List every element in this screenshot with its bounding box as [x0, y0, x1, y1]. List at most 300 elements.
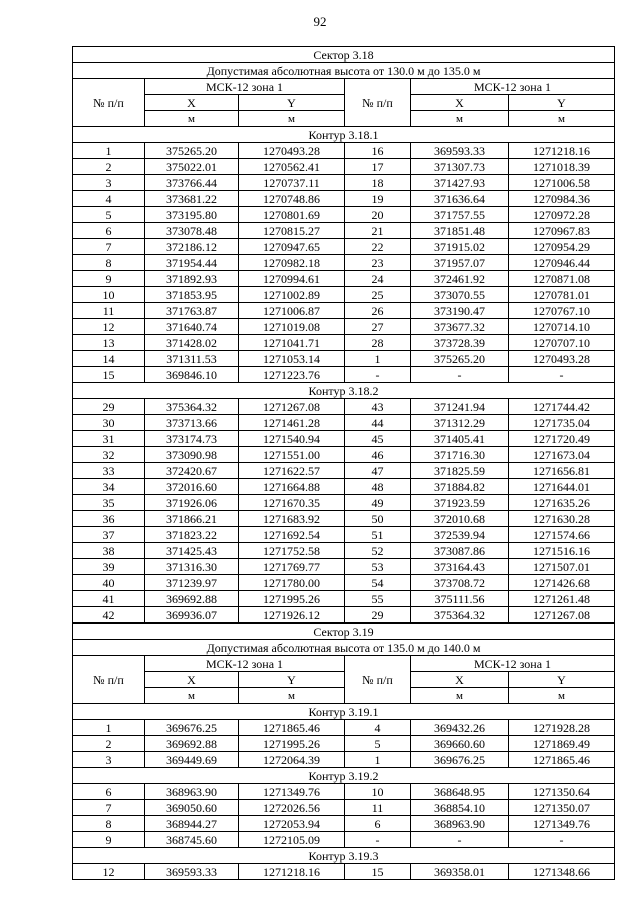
x-value: 371763.87 — [145, 303, 239, 319]
page-number: 92 — [313, 14, 327, 29]
x-value: 368963.90 — [145, 784, 239, 800]
sector-3-18-table — [72, 46, 615, 623]
height-range-row — [73, 63, 615, 79]
y-value: 1271865.46 — [239, 720, 345, 736]
crs-label: МСК-12 зона 1 — [411, 656, 615, 672]
y-value: 1270737.11 — [239, 175, 345, 191]
y-value: 1271683.92 — [239, 511, 345, 527]
table-row — [73, 287, 615, 303]
point-number: 6 — [345, 816, 411, 832]
point-number: 48 — [345, 479, 411, 495]
height-range: Допустимая абсолютная высота от 135.0 м до 140.0 м — [73, 640, 615, 656]
x-label: X — [411, 95, 509, 111]
unit-label: м — [509, 688, 615, 704]
x-value: - — [411, 367, 509, 383]
unit-label: м — [411, 111, 509, 127]
y-value: 1271348.66 — [509, 864, 615, 880]
x-value: 371425.43 — [145, 543, 239, 559]
point-number: 19 — [345, 191, 411, 207]
point-number: 43 — [345, 399, 411, 415]
point-number: 1 — [345, 351, 411, 367]
y-value: 1271426.68 — [509, 575, 615, 591]
unit-label: м — [145, 111, 239, 127]
x-value: 373090.98 — [145, 447, 239, 463]
x-value: 375265.20 — [145, 143, 239, 159]
x-value: 375265.20 — [411, 351, 509, 367]
x-value: 371757.55 — [411, 207, 509, 223]
y-value: 1270801.69 — [239, 207, 345, 223]
x-value: 372420.67 — [145, 463, 239, 479]
unit-row — [73, 111, 615, 127]
point-number: 30 — [73, 415, 145, 431]
x-value: 369050.60 — [145, 800, 239, 816]
x-value: 371954.44 — [145, 255, 239, 271]
y-value: 1271995.26 — [239, 591, 345, 607]
y-value: 1271692.54 — [239, 527, 345, 543]
x-value: 369432.26 — [411, 720, 509, 736]
contour-title: Контур 3.19.2 — [73, 768, 615, 784]
point-number: 33 — [73, 463, 145, 479]
point-number: 2 — [73, 736, 145, 752]
contour-title: Контур 3.19.3 — [73, 848, 615, 864]
contour-title: Контур 3.18.1 — [73, 127, 615, 143]
table-row — [73, 191, 615, 207]
y-value: 1271018.39 — [509, 159, 615, 175]
x-value: 373087.86 — [411, 543, 509, 559]
height-range: Допустимая абсолютная высота от 130.0 м до 135.0 м — [73, 63, 615, 79]
table-row — [73, 784, 615, 800]
x-label: X — [145, 672, 239, 688]
x-value: 373190.47 — [411, 303, 509, 319]
table-row — [73, 271, 615, 287]
table-row — [73, 479, 615, 495]
y-value: 1270493.28 — [239, 143, 345, 159]
y-value: 1271926.12 — [239, 607, 345, 623]
point-number: 3 — [73, 752, 145, 768]
point-number: 49 — [345, 495, 411, 511]
y-value: 1271516.16 — [509, 543, 615, 559]
point-number: 27 — [345, 319, 411, 335]
point-number: 5 — [345, 736, 411, 752]
num-header: № п/п — [345, 79, 411, 127]
y-value: 1271720.49 — [509, 431, 615, 447]
x-value: 369358.01 — [411, 864, 509, 880]
point-number: 18 — [345, 175, 411, 191]
unit-label: м — [411, 688, 509, 704]
x-value: 369449.69 — [145, 752, 239, 768]
x-value: 371241.94 — [411, 399, 509, 415]
x-value: 371312.29 — [411, 415, 509, 431]
y-value: 1271995.26 — [239, 736, 345, 752]
point-number: 5 — [73, 207, 145, 223]
y-value: 1270707.10 — [509, 335, 615, 351]
point-number: 31 — [73, 431, 145, 447]
x-value: 369660.60 — [411, 736, 509, 752]
point-number: 29 — [345, 607, 411, 623]
table-row — [73, 575, 615, 591]
table-row — [73, 832, 615, 848]
point-number: 29 — [73, 399, 145, 415]
point-number: 10 — [73, 287, 145, 303]
x-value: 371823.22 — [145, 527, 239, 543]
point-number: - — [345, 832, 411, 848]
table-row — [73, 223, 615, 239]
x-value: 368854.10 — [411, 800, 509, 816]
x-value: 373766.44 — [145, 175, 239, 191]
y-value: 1271006.58 — [509, 175, 615, 191]
y-value: 1271769.77 — [239, 559, 345, 575]
table-row — [73, 175, 615, 191]
table-row — [73, 399, 615, 415]
table-row — [73, 143, 615, 159]
x-value: 369846.10 — [145, 367, 239, 383]
x-value: 373164.43 — [411, 559, 509, 575]
y-value: 1271635.26 — [509, 495, 615, 511]
point-number: 7 — [73, 239, 145, 255]
table-row — [73, 255, 615, 271]
crs-label: МСК-12 зона 1 — [145, 79, 345, 95]
axis-header-row — [73, 95, 615, 111]
x-value: 373070.55 — [411, 287, 509, 303]
crs-label: МСК-12 зона 1 — [411, 79, 615, 95]
y-value: 1271780.00 — [239, 575, 345, 591]
point-number: 10 — [345, 784, 411, 800]
point-number: 52 — [345, 543, 411, 559]
point-number: 32 — [73, 447, 145, 463]
y-value: 1270994.61 — [239, 271, 345, 287]
table-row — [73, 319, 615, 335]
point-number: 38 — [73, 543, 145, 559]
y-value: 1271350.07 — [509, 800, 615, 816]
sector-title: Сектор 3.18 — [73, 47, 615, 63]
point-number: 54 — [345, 575, 411, 591]
y-value: 1271267.08 — [239, 399, 345, 415]
y-value: 1271267.08 — [509, 607, 615, 623]
table-row — [73, 511, 615, 527]
y-value: 1270781.01 — [509, 287, 615, 303]
table-row — [73, 607, 615, 623]
table-row — [73, 752, 615, 768]
point-number: 46 — [345, 447, 411, 463]
point-number: 36 — [73, 511, 145, 527]
point-number: 51 — [345, 527, 411, 543]
x-value: 372016.60 — [145, 479, 239, 495]
point-number: 11 — [73, 303, 145, 319]
x-value: 371892.93 — [145, 271, 239, 287]
x-value: 371884.82 — [411, 479, 509, 495]
y-value: 1271218.16 — [239, 864, 345, 880]
table-row — [73, 207, 615, 223]
y-label: Y — [509, 672, 615, 688]
y-value: 1271350.64 — [509, 784, 615, 800]
x-value: 371957.07 — [411, 255, 509, 271]
x-value: 375111.56 — [411, 591, 509, 607]
x-value: 371923.59 — [411, 495, 509, 511]
point-number: 1 — [73, 720, 145, 736]
sector-3-19-table — [72, 623, 615, 880]
y-value: 1271223.76 — [239, 367, 345, 383]
y-value: 1271349.76 — [239, 784, 345, 800]
point-number: 9 — [73, 271, 145, 287]
y-value: 1272105.09 — [239, 832, 345, 848]
y-value: 1270767.10 — [509, 303, 615, 319]
num-header: № п/п — [73, 79, 145, 127]
point-number: 16 — [345, 143, 411, 159]
y-value: 1271865.46 — [509, 752, 615, 768]
unit-label: м — [145, 688, 239, 704]
y-value: 1271461.28 — [239, 415, 345, 431]
sector-title: Сектор 3.19 — [73, 624, 615, 640]
y-value: 1271670.35 — [239, 495, 345, 511]
x-value: - — [411, 832, 509, 848]
point-number: 35 — [73, 495, 145, 511]
y-value: 1271540.94 — [239, 431, 345, 447]
x-value: 371640.74 — [145, 319, 239, 335]
sector-title-row — [73, 47, 615, 63]
point-number: - — [345, 367, 411, 383]
y-value: 1271644.01 — [509, 479, 615, 495]
point-number: 42 — [73, 607, 145, 623]
point-number: 2 — [73, 159, 145, 175]
point-number: 44 — [345, 415, 411, 431]
y-label: Y — [239, 95, 345, 111]
x-value: 373174.73 — [145, 431, 239, 447]
point-number: 12 — [73, 864, 145, 880]
x-label: X — [411, 672, 509, 688]
point-number: 50 — [345, 511, 411, 527]
contour-title-row — [73, 768, 615, 784]
table-row — [73, 559, 615, 575]
x-value: 373728.39 — [411, 335, 509, 351]
point-number: 12 — [73, 319, 145, 335]
x-value: 375022.01 — [145, 159, 239, 175]
point-number: 14 — [73, 351, 145, 367]
table-row — [73, 431, 615, 447]
point-number: 20 — [345, 207, 411, 223]
x-value: 371428.02 — [145, 335, 239, 351]
point-number: 17 — [345, 159, 411, 175]
y-value: 1270562.41 — [239, 159, 345, 175]
point-number: 6 — [73, 223, 145, 239]
point-number: 7 — [73, 800, 145, 816]
point-number: 24 — [345, 271, 411, 287]
unit-row — [73, 688, 615, 704]
contour-title-row — [73, 127, 615, 143]
y-value: 1271041.71 — [239, 335, 345, 351]
x-value: 372539.94 — [411, 527, 509, 543]
x-value: 371316.30 — [145, 559, 239, 575]
y-value: 1270982.18 — [239, 255, 345, 271]
table-row — [73, 447, 615, 463]
x-value: 373195.80 — [145, 207, 239, 223]
y-value: 1270714.10 — [509, 319, 615, 335]
x-value: 371915.02 — [411, 239, 509, 255]
x-value: 369676.25 — [145, 720, 239, 736]
table-row — [73, 864, 615, 880]
point-number: 55 — [345, 591, 411, 607]
y-value: 1271869.49 — [509, 736, 615, 752]
point-number: 26 — [345, 303, 411, 319]
y-value: 1270871.08 — [509, 271, 615, 287]
point-number: 22 — [345, 239, 411, 255]
point-number: 8 — [73, 816, 145, 832]
x-value: 371311.53 — [145, 351, 239, 367]
table-row — [73, 543, 615, 559]
x-value: 371853.95 — [145, 287, 239, 303]
point-number: 25 — [345, 287, 411, 303]
x-value: 369593.33 — [145, 864, 239, 880]
y-value: 1271630.28 — [509, 511, 615, 527]
y-value: 1271673.04 — [509, 447, 615, 463]
x-value: 369936.07 — [145, 607, 239, 623]
y-value: 1272026.56 — [239, 800, 345, 816]
y-value: 1271752.58 — [239, 543, 345, 559]
x-value: 371239.97 — [145, 575, 239, 591]
table-row — [73, 303, 615, 319]
point-number: 28 — [345, 335, 411, 351]
x-value: 371636.64 — [411, 191, 509, 207]
point-number: 13 — [73, 335, 145, 351]
table-row — [73, 415, 615, 431]
point-number: 47 — [345, 463, 411, 479]
table-row — [73, 367, 615, 383]
y-value: 1271744.42 — [509, 399, 615, 415]
height-range-row — [73, 640, 615, 656]
crs-label: МСК-12 зона 1 — [145, 656, 345, 672]
table-row — [73, 591, 615, 607]
table-row — [73, 463, 615, 479]
point-number: 53 — [345, 559, 411, 575]
x-value: 368944.27 — [145, 816, 239, 832]
point-number: 4 — [73, 191, 145, 207]
y-value: 1270947.65 — [239, 239, 345, 255]
sector-title-row — [73, 624, 615, 640]
table-row — [73, 720, 615, 736]
y-value: 1271664.88 — [239, 479, 345, 495]
y-label: Y — [509, 95, 615, 111]
x-value: 373681.22 — [145, 191, 239, 207]
y-value: 1271218.16 — [509, 143, 615, 159]
unit-label: м — [509, 111, 615, 127]
y-value: 1270946.44 — [509, 255, 615, 271]
y-value: 1270748.86 — [239, 191, 345, 207]
point-number: 3 — [73, 175, 145, 191]
y-value: 1271622.57 — [239, 463, 345, 479]
point-number: 40 — [73, 575, 145, 591]
y-label: Y — [239, 672, 345, 688]
x-value: 371825.59 — [411, 463, 509, 479]
table-row — [73, 239, 615, 255]
table-row — [73, 351, 615, 367]
y-value: 1271053.14 — [239, 351, 345, 367]
x-value: 372186.12 — [145, 239, 239, 255]
x-value: 368648.95 — [411, 784, 509, 800]
point-number: 23 — [345, 255, 411, 271]
point-number: 45 — [345, 431, 411, 447]
point-number: 41 — [73, 591, 145, 607]
header-row — [73, 656, 615, 672]
x-value: 372010.68 — [411, 511, 509, 527]
x-value: 373677.32 — [411, 319, 509, 335]
point-number: 34 — [73, 479, 145, 495]
x-value: 372461.92 — [411, 271, 509, 287]
x-value: 368963.90 — [411, 816, 509, 832]
point-number: 11 — [345, 800, 411, 816]
table-row — [73, 527, 615, 543]
y-value: 1270954.29 — [509, 239, 615, 255]
y-value: 1272064.39 — [239, 752, 345, 768]
x-label: X — [145, 95, 239, 111]
point-number: 15 — [345, 864, 411, 880]
point-number: 8 — [73, 255, 145, 271]
y-value: 1271507.01 — [509, 559, 615, 575]
point-number: 1 — [73, 143, 145, 159]
point-number: 15 — [73, 367, 145, 383]
y-value: 1271735.04 — [509, 415, 615, 431]
contour-title: Контур 3.19.1 — [73, 704, 615, 720]
x-value: 371866.21 — [145, 511, 239, 527]
y-value: 1272053.94 — [239, 816, 345, 832]
x-value: 369692.88 — [145, 736, 239, 752]
point-number: 39 — [73, 559, 145, 575]
x-value: 369676.25 — [411, 752, 509, 768]
point-number: 6 — [73, 784, 145, 800]
y-value: - — [509, 832, 615, 848]
contour-title-row — [73, 848, 615, 864]
num-header: № п/п — [73, 656, 145, 704]
point-number: 4 — [345, 720, 411, 736]
x-value: 368745.60 — [145, 832, 239, 848]
y-value: 1271006.87 — [239, 303, 345, 319]
x-value: 371405.41 — [411, 431, 509, 447]
y-value: 1270972.28 — [509, 207, 615, 223]
x-value: 375364.32 — [411, 607, 509, 623]
x-value: 371307.73 — [411, 159, 509, 175]
x-value: 371926.06 — [145, 495, 239, 511]
y-value: 1271656.81 — [509, 463, 615, 479]
x-value: 373078.48 — [145, 223, 239, 239]
y-value: 1270967.83 — [509, 223, 615, 239]
x-value: 373713.66 — [145, 415, 239, 431]
contour-title-row — [73, 383, 615, 399]
y-value: 1270984.36 — [509, 191, 615, 207]
table-row — [73, 800, 615, 816]
y-value: 1271261.48 — [509, 591, 615, 607]
y-value: - — [509, 367, 615, 383]
y-value: 1270493.28 — [509, 351, 615, 367]
y-value: 1271349.76 — [509, 816, 615, 832]
contour-title: Контур 3.18.2 — [73, 383, 615, 399]
x-value: 369692.88 — [145, 591, 239, 607]
unit-label: м — [239, 111, 345, 127]
table-row — [73, 335, 615, 351]
point-number: 9 — [73, 832, 145, 848]
y-value: 1271574.66 — [509, 527, 615, 543]
table-row — [73, 736, 615, 752]
point-number: 37 — [73, 527, 145, 543]
x-value: 369593.33 — [411, 143, 509, 159]
unit-label: м — [239, 688, 345, 704]
table-row — [73, 816, 615, 832]
x-value: 371427.93 — [411, 175, 509, 191]
point-number: 21 — [345, 223, 411, 239]
x-value: 373708.72 — [411, 575, 509, 591]
table-row — [73, 159, 615, 175]
y-value: 1271551.00 — [239, 447, 345, 463]
x-value: 375364.32 — [145, 399, 239, 415]
contour-title-row — [73, 704, 615, 720]
y-value: 1271002.89 — [239, 287, 345, 303]
